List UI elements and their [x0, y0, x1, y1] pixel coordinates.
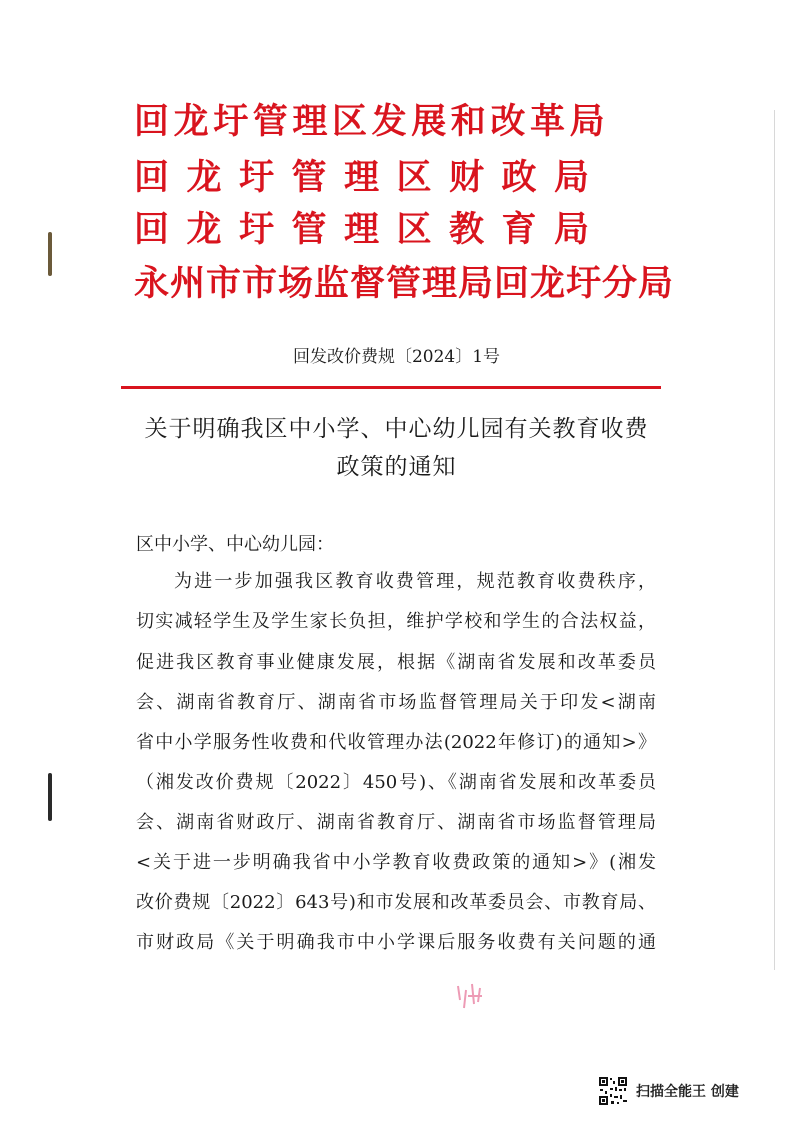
red-seal-smudge: [452, 982, 492, 1012]
issuer-line-3: 回龙圩管理区教育局: [134, 210, 607, 250]
document-number: 回发改价费规〔2024〕1号: [292, 347, 501, 367]
scanner-watermark: [598, 1076, 739, 1106]
body-line-5: 省中小学服务性收费和代收管理办法(2022年修订)的通知>》: [136, 732, 656, 753]
red-divider-line: [121, 386, 661, 389]
body-line-7: 会、湖南省财政厅、湖南省教育厅、湖南省市场监督管理局: [136, 812, 656, 833]
page-edge-shadow: [774, 110, 775, 970]
body-line-3: 促进我区教育事业健康发展，根据《湖南省发展和改革委员: [136, 652, 656, 673]
watermark-text: 扫描全能王 创建: [636, 1084, 739, 1100]
body-line-8: <关于进一步明确我省中小学教育收费政策的通知>》(湘发: [136, 852, 656, 873]
qr-code-icon: [598, 1076, 628, 1106]
issuer-line-2: 回龙圩管理区财政局: [134, 158, 607, 198]
body-line-2: 切实减轻学生及学生家长负担，维护学校和学生的合法权益，: [136, 611, 656, 632]
issuer-line-4: 永州市市场监督管理局回龙圩分局: [134, 264, 675, 304]
body-line-9: 改价费规〔2022〕643号)和市发展和改革委员会、市教育局、: [136, 892, 656, 913]
document-title-line-1: 关于明确我区中小学、中心幼儿园有关教育收费: [144, 416, 649, 442]
body-line-10: 市财政局《关于明确我市中小学课后服务收费有关问题的通: [136, 932, 656, 953]
binding-mark-bottom: [48, 773, 52, 821]
binding-mark-top: [48, 232, 52, 276]
issuer-line-1: 回龙圩管理区发展和改革局: [134, 102, 610, 142]
body-line-4: 会、湖南省教育厅、湖南省市场监督管理局关于印发<湖南: [136, 692, 656, 713]
body-line-6: （湘发改价费规〔2022〕450号)、《湖南省发展和改革委员: [136, 772, 656, 793]
salutation: 区中小学、中心幼儿园：: [136, 534, 334, 555]
document-title-line-2: 政策的通知: [336, 454, 457, 480]
body-line-1: 为进一步加强我区教育收费管理，规范教育收费秩序，: [174, 571, 656, 592]
